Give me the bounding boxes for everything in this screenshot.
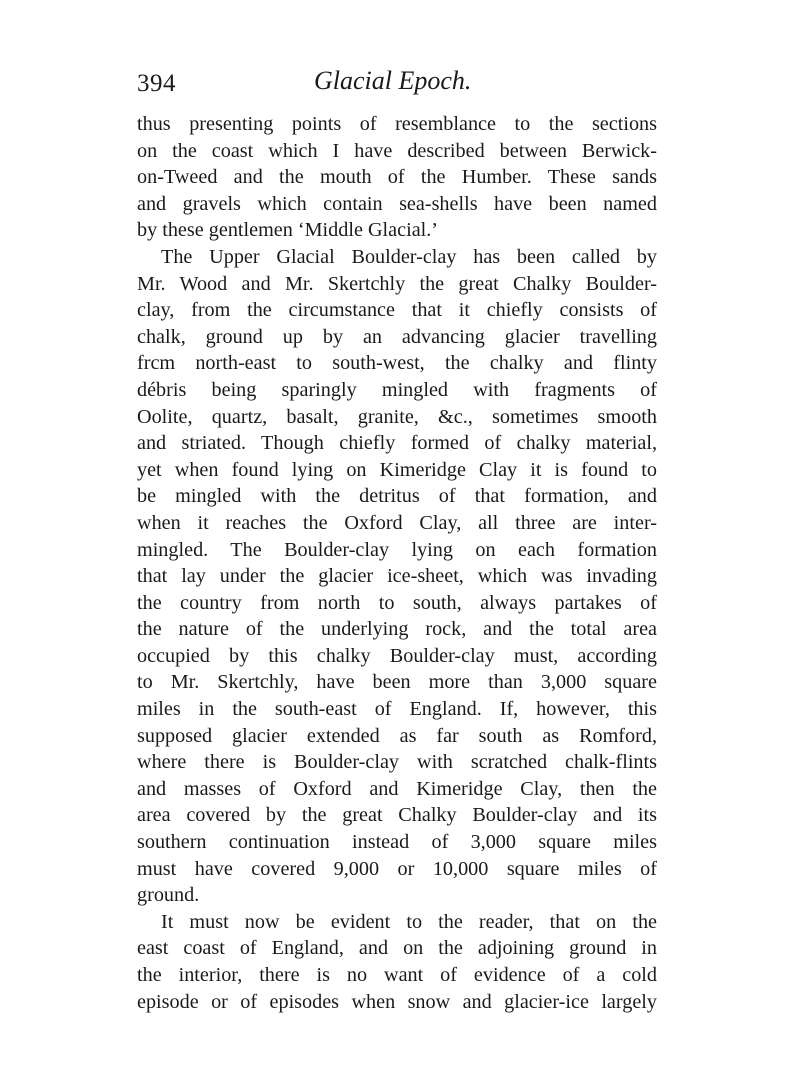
text-line: ground.	[137, 884, 200, 907]
text-line: to Mr. Skertchly, have been more than 3,000 square	[137, 671, 657, 694]
paragraph	[137, 909, 657, 1015]
text-line: and masses of Oxford and Kimeridge Clay, then the	[137, 777, 657, 800]
text-line: The Upper Glacial Boulder-clay has been called by	[161, 245, 657, 268]
text-line: and striated. Though chiefly formed of chalky material,	[137, 432, 657, 455]
text-line: on-Tweed and the mouth of the Humber. These sands	[137, 166, 657, 189]
text-line: supposed glacier extended as far south as Romford,	[137, 724, 657, 747]
paragraph	[137, 244, 657, 909]
text-line: Oolite, quartz, basalt, granite, &c., sometimes smooth	[137, 405, 657, 428]
text-line: the interior, there is no want of evidence of a cold	[137, 964, 657, 986]
body-text	[137, 111, 657, 1015]
text-line: yet when found lying on Kimeridge Clay it is found to	[137, 458, 657, 481]
text-line: that lay under the glacier ice-sheet, which was invading	[137, 565, 657, 588]
text-line: when it reaches the Oxford Clay, all three are inter-	[137, 511, 657, 534]
text-line: where there is Boulder-clay with scratched chalk-flints	[137, 751, 657, 774]
text-line: miles in the south-east of England. If, however, this	[137, 698, 657, 721]
text-line: area covered by the great Chalky Boulder-clay and its	[137, 804, 657, 827]
text-line: mingled. The Boulder-clay lying on each formation	[137, 538, 657, 561]
page-header	[137, 64, 657, 104]
text-line: east coast of England, and on the adjoining ground in	[137, 937, 657, 960]
text-line: thus presenting points of resemblance to the sections	[137, 113, 657, 135]
page-number: 394	[137, 70, 176, 97]
text-line: Mr. Wood and Mr. Skertchly the great Chalky Boulder-	[137, 272, 657, 295]
text-line: must have covered 9,000 or 10,000 square miles of	[137, 857, 657, 880]
text-line: clay, from the circumstance that it chiefly consists of	[137, 299, 657, 322]
text-line: on the coast which I have described between Berwick-	[137, 139, 657, 162]
text-line: by these gentlemen ‘Middle Glacial.’	[137, 219, 439, 242]
text-line: southern continuation instead of 3,000 square miles	[137, 831, 657, 854]
text-line: frcm north-east to south-west, the chalky and flinty	[137, 352, 657, 375]
running-title: Glacial Epoch.	[314, 66, 472, 95]
text-line: the country from north to south, always partakes of	[137, 591, 657, 614]
text-line: the nature of the underlying rock, and the total area	[137, 618, 657, 641]
text-line: be mingled with the detritus of that formation, and	[137, 485, 657, 508]
text-line: It must now be evident to the reader, that on the	[161, 910, 657, 933]
text-line: débris being sparingly mingled with fragments of	[137, 378, 657, 401]
text-line: episode or of episodes when snow and glacier-ice largely	[137, 990, 657, 1013]
text-line: chalk, ground up by an advancing glacier travelling	[137, 325, 657, 348]
text-line: and gravels which contain sea-shells have been named	[137, 192, 657, 215]
paragraph	[137, 111, 657, 244]
text-line: occupied by this chalky Boulder-clay must, according	[137, 644, 657, 667]
